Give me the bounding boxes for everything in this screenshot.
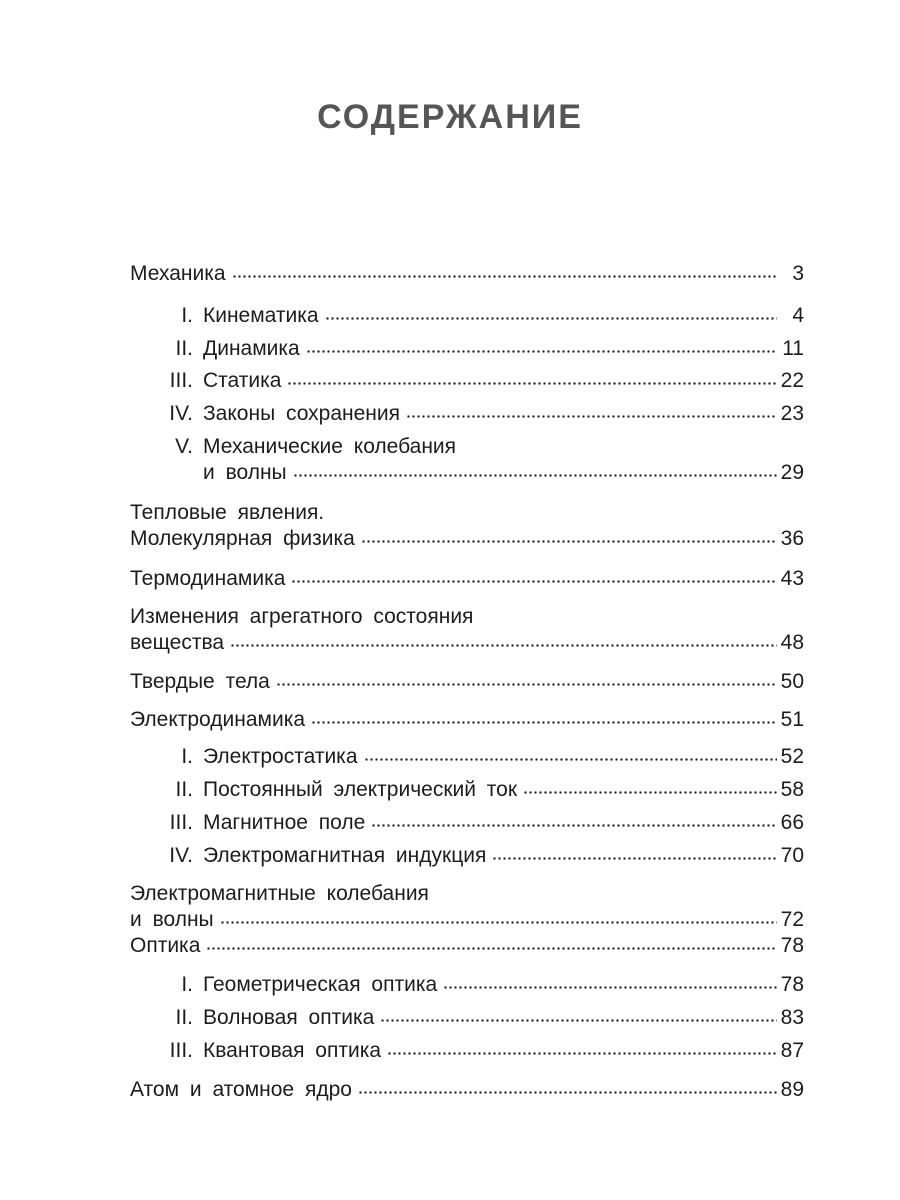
- leader-dots: [230, 642, 777, 648]
- toc-entry-title: Динамика: [203, 337, 300, 360]
- toc-section-number: I.: [181, 745, 193, 768]
- toc-page-number: 72: [780, 908, 804, 931]
- toc-entry-geometric-optics[interactable]: [160, 971, 804, 999]
- toc-entry-direct-current[interactable]: [160, 776, 804, 804]
- toc-entry-statics[interactable]: [160, 367, 804, 395]
- toc-entry-title: Кинематика: [203, 304, 319, 327]
- leader-dots: [287, 380, 777, 386]
- toc-entry-title: Атом и атомное ядро: [130, 1078, 352, 1101]
- toc-entry-title: Тепловые явления.: [130, 501, 325, 524]
- leader-dots: [387, 1050, 777, 1056]
- toc-page-number: 36: [780, 527, 804, 550]
- leader-dots: [361, 538, 777, 544]
- toc-entry-title: Термодинамика: [130, 567, 286, 590]
- toc-entry-phase-changes-line1[interactable]: [130, 603, 804, 631]
- toc-page-number: 66: [780, 811, 804, 834]
- toc-section-number: III.: [169, 811, 193, 834]
- page-title: СОДЕРЖАНИЕ: [317, 98, 583, 136]
- leader-dots: [232, 273, 777, 279]
- toc-entry-optics[interactable]: [130, 932, 804, 960]
- toc-entry-conservation-laws[interactable]: [160, 400, 804, 428]
- toc-entry-title: Постоянный электрический ток: [203, 778, 518, 801]
- toc-section-number: II.: [175, 778, 193, 801]
- toc-page-number: 51: [780, 708, 804, 731]
- leader-dots: [492, 855, 777, 861]
- toc-entry-thermal[interactable]: [130, 525, 804, 553]
- toc-entry-mech-oscillations-line1[interactable]: [160, 433, 804, 461]
- toc-entry-wave-optics[interactable]: [160, 1004, 804, 1032]
- toc-entry-atom-nucleus[interactable]: [130, 1076, 804, 1104]
- toc-entry-mech-oscillations[interactable]: [160, 459, 804, 487]
- toc-entry-title: Электромагнитная индукция: [203, 844, 487, 867]
- toc-page-number: 11: [782, 337, 804, 360]
- toc-entry-title: Статика: [203, 369, 282, 392]
- toc-entry-title: Магнитное поле: [203, 811, 366, 834]
- toc-entry-em-oscillations-line1[interactable]: [130, 880, 804, 908]
- toc-entry-title: Электростатика: [203, 745, 358, 768]
- toc-page-number: 29: [780, 461, 804, 484]
- toc-entry-electrostatics[interactable]: [160, 743, 804, 771]
- toc-entry-kinematics[interactable]: [160, 302, 804, 330]
- toc-section-number: V.: [175, 435, 193, 458]
- toc-section-number: I.: [181, 304, 193, 327]
- toc-entry-title: Электродинамика: [130, 708, 306, 731]
- toc-section-number: III.: [169, 369, 193, 392]
- toc-entry-em-oscillations[interactable]: [130, 906, 804, 934]
- toc-entry-em-induction[interactable]: [160, 842, 804, 870]
- leader-dots: [523, 789, 777, 795]
- toc-entry-title: Законы сохранения: [203, 402, 401, 425]
- leader-dots: [371, 822, 777, 828]
- leader-dots: [291, 578, 777, 584]
- toc-entry-title: вещества: [130, 631, 225, 654]
- toc-page-number: 83: [780, 1006, 804, 1029]
- toc-entry-title: Геометрическая оптика: [203, 973, 438, 996]
- toc-entry-dynamics[interactable]: [160, 335, 804, 363]
- leader-dots: [443, 984, 777, 990]
- toc-page-number: 50: [780, 670, 804, 693]
- toc-page-number: 89: [780, 1078, 804, 1101]
- toc-page-number: 78: [780, 973, 804, 996]
- toc-page-number: 4: [792, 304, 804, 327]
- toc-section-number: III.: [169, 1039, 193, 1062]
- leader-dots: [406, 413, 777, 419]
- toc-entry-title: Квантовая оптика: [203, 1039, 382, 1062]
- toc-entry-title: Молекулярная физика: [130, 527, 355, 550]
- leader-dots: [380, 1017, 777, 1023]
- leader-dots: [364, 756, 777, 762]
- toc-entry-solids[interactable]: [130, 668, 804, 696]
- leader-dots: [311, 719, 777, 725]
- leader-dots: [293, 472, 777, 478]
- leader-dots: [325, 315, 777, 321]
- toc-section-number: IV.: [169, 844, 193, 867]
- toc-entry-phase-changes[interactable]: [130, 629, 804, 657]
- toc-entry-thermal-line1[interactable]: [130, 499, 804, 527]
- toc-page-number: 78: [780, 934, 804, 957]
- toc-entry-title: Волновая оптика: [203, 1006, 375, 1029]
- table-of-contents: [130, 0, 804, 1200]
- toc-entry-title: Оптика: [130, 934, 201, 957]
- toc-entry-title: Твердые тела: [130, 670, 270, 693]
- toc-page-number: 48: [780, 631, 804, 654]
- toc-entry-title: Электромагнитные колебания: [130, 882, 429, 905]
- toc-entry-title: Механические колебания: [203, 435, 457, 458]
- leader-dots: [220, 919, 777, 925]
- toc-entry-electrodynamics[interactable]: [130, 706, 804, 734]
- toc-section-number: II.: [175, 337, 193, 360]
- toc-page-number: 70: [780, 844, 804, 867]
- toc-entry-quantum-optics[interactable]: [160, 1037, 804, 1065]
- toc-page-number: 52: [780, 745, 804, 768]
- toc-page-number: 3: [792, 262, 804, 285]
- toc-entry-title: и волны: [203, 461, 287, 484]
- toc-page-number: 58: [780, 778, 804, 801]
- toc-page-number: 43: [780, 567, 804, 590]
- toc-entry-title: и волны: [130, 908, 214, 931]
- toc-section-number: II.: [175, 1006, 193, 1029]
- toc-page-number: 22: [780, 369, 804, 392]
- toc-section-number: I.: [181, 973, 193, 996]
- toc-page-number: 87: [780, 1039, 804, 1062]
- toc-entry-title: Механика: [130, 262, 226, 285]
- toc-entry-magnetic-field[interactable]: [160, 809, 804, 837]
- toc-page-number: 23: [780, 402, 804, 425]
- leader-dots: [206, 945, 777, 951]
- toc-section-number: IV.: [169, 402, 193, 425]
- leader-dots: [358, 1089, 777, 1095]
- toc-entry-mechanics[interactable]: [130, 260, 804, 288]
- toc-entry-thermodynamics[interactable]: [130, 565, 804, 593]
- leader-dots: [276, 681, 777, 687]
- leader-dots: [306, 348, 777, 354]
- toc-entry-title: Изменения агрегатного состояния: [130, 605, 474, 628]
